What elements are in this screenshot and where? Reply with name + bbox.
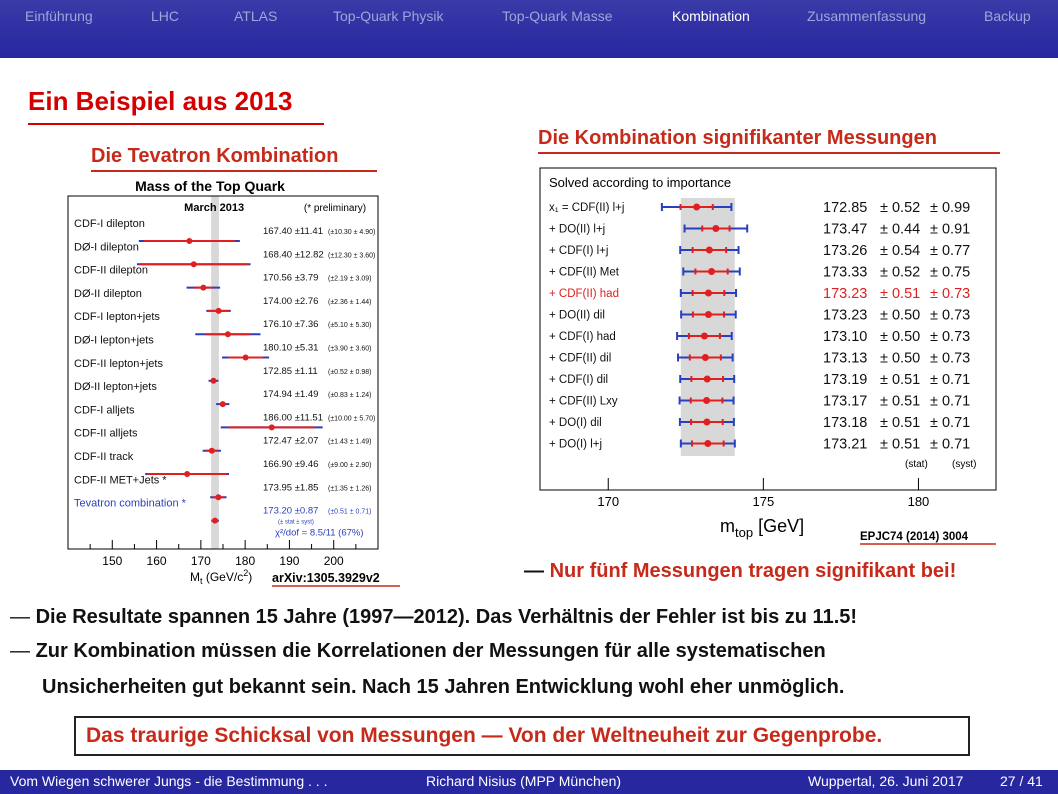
plot-frame: [540, 168, 996, 490]
x-axis-label: $M_t$ $(GeV/c^2)$: [190, 568, 253, 586]
data-point: [220, 401, 226, 407]
data-point: [243, 355, 249, 361]
measurement-detail: (±0.83 ± 1.24): [328, 392, 372, 400]
nav-item-top-quark-masse[interactable]: Top-Quark Masse: [502, 8, 613, 24]
syst-value: ± 0.91: [930, 221, 971, 238]
measurement-detail: (±9.00 ± 2.90): [328, 462, 372, 469]
x-tick-label: 180: [907, 494, 930, 509]
nav-item-lhc[interactable]: LHC: [151, 8, 180, 24]
right-reference: EPJC74 (2014) 3004: [860, 531, 969, 543]
data-point: [702, 354, 709, 361]
data-point: [703, 397, 710, 404]
data-point: [705, 311, 712, 318]
x-tick-label: 175: [752, 494, 775, 509]
data-point: [704, 440, 711, 447]
measurement-label: DØ-I dilepton: [74, 241, 139, 254]
measurement-value: 173.18: [823, 415, 868, 431]
measurement-value: 174.00 ±2.76: [263, 295, 319, 307]
data-point: [184, 471, 190, 477]
data-point: [212, 518, 218, 524]
footer-page-number: 27 / 41: [1000, 773, 1043, 789]
right-heading: Die Kombination signifikanter Messungen: [538, 127, 937, 149]
syst-value: ± 0.73: [930, 307, 971, 324]
measurement-value: 168.40 ±12.82: [263, 249, 324, 261]
stat-value: ± 0.51: [880, 415, 921, 431]
data-point: [703, 419, 710, 426]
chart-subtitle: March 2013: [184, 202, 245, 214]
chart-title: Solved according to importance: [549, 175, 732, 190]
left-heading: Die Tevatron Kombination: [91, 145, 339, 167]
measurement-detail: (±12.30 ± 3.60): [328, 252, 376, 260]
combination-detail: (± stat ± syst): [278, 519, 314, 526]
syst-column-header: (syst): [952, 459, 977, 470]
data-point: [706, 247, 713, 254]
left-reference: arXiv:1305.3929v2: [272, 571, 380, 585]
data-point: [701, 333, 708, 340]
measurement-value: 173.21: [823, 436, 868, 453]
measurement-value: 173.17: [823, 393, 868, 410]
stat-value: ± 0.50: [880, 307, 921, 324]
bullet-2-dash: —: [10, 640, 30, 662]
right-heading-underline: [538, 152, 1000, 154]
nav-item-einfuehrung[interactable]: Einführung: [25, 8, 93, 24]
measurement-label: CDF-II dilepton: [74, 264, 148, 277]
measurement-detail: (±0.52 ± 0.98): [328, 368, 372, 376]
data-point: [704, 376, 711, 383]
measurement-label: CDF-II lepton+jets: [74, 357, 163, 370]
data-point: [215, 494, 221, 500]
slide-title: Ein Beispiel aus 2013: [28, 86, 293, 116]
measurement-value: 173.13: [823, 350, 868, 367]
data-point: [693, 204, 700, 211]
measurement-label: + DO(I) dil: [549, 417, 602, 429]
measurement-value: 173.33: [823, 264, 868, 281]
stat-value: ± 0.51: [880, 436, 921, 453]
combination-chart: [530, 162, 1008, 557]
stat-value: ± 0.52: [880, 200, 921, 216]
measurement-value: 172.85 ±1.11: [263, 365, 318, 377]
measurement-value: 170.56 ±3.79: [263, 272, 319, 284]
measurement-value: 172.47 ±2.07: [263, 435, 319, 447]
measurement-value: 186.00 ±11.51: [263, 412, 323, 424]
measurement-detail: (±10.30 ± 4.90): [328, 229, 376, 236]
stat-column-header: (stat): [905, 459, 928, 470]
measurement-label: DØ-I lepton+jets: [74, 334, 154, 347]
measurement-detail: (±1.43 ± 1.49): [328, 438, 372, 446]
chi2-label: χ²/dof = 8.5/11 (67%): [275, 527, 364, 539]
measurement-label: DØ-II lepton+jets: [74, 381, 157, 394]
syst-value: ± 0.71: [930, 436, 971, 453]
measurement-label: Tevatron combination *: [74, 497, 186, 510]
measurement-value: 172.85: [823, 200, 868, 216]
x-tick-label: 170: [597, 494, 620, 509]
measurement-label: CDF-II alljets: [74, 427, 138, 440]
measurement-value: 180.10 ±5.31: [263, 342, 319, 354]
footer-talk-title: Vom Wiegen schwerer Jungs - die Bestimmung . . .: [10, 773, 328, 789]
left-heading-underline: [91, 170, 377, 172]
data-point: [191, 261, 197, 267]
syst-value: ± 0.73: [930, 286, 971, 302]
measurement-value: 173.23: [823, 286, 868, 302]
data-point: [186, 238, 192, 244]
measurement-label: + CDF(II) had: [549, 288, 619, 300]
measurement-label: + DO(II) dil: [549, 309, 605, 322]
nav-item-kombination[interactable]: Kombination: [672, 8, 750, 24]
syst-value: ± 0.73: [930, 329, 971, 345]
conclusion-box: [74, 716, 970, 756]
right-note-text: Nur fünf Messungen tragen signifikant bei!: [549, 560, 957, 582]
syst-value: ± 0.77: [930, 243, 971, 259]
x-tick-label: 150: [102, 554, 123, 568]
x-tick-label: 180: [235, 554, 256, 568]
combination-band: [681, 198, 735, 456]
top-navigation-bar: [0, 0, 1058, 58]
data-point: [209, 448, 215, 454]
measurement-value: 176.10 ±7.36: [263, 319, 319, 331]
measurement-label: + DO(I) l+j: [549, 438, 603, 451]
nav-item-backup[interactable]: Backup: [984, 8, 1031, 24]
stat-value: ± 0.51: [880, 393, 921, 410]
bullet-1-dash: —: [10, 606, 30, 628]
syst-value: ± 0.99: [930, 200, 971, 216]
syst-value: ± 0.73: [930, 350, 971, 367]
syst-value: ± 0.71: [930, 393, 971, 410]
right-note: [524, 560, 956, 583]
chart-note: (* preliminary): [303, 203, 367, 214]
measurement-label: + CDF(I) dil: [549, 374, 609, 386]
data-point: [225, 331, 231, 337]
x-axis-label: $m_{top}$ [GeV]: [720, 516, 805, 540]
stat-value: ± 0.44: [880, 221, 921, 238]
bullet-1: [10, 606, 857, 629]
measurement-label: CDF-I dilepton: [74, 218, 145, 230]
tevatron-chart: [60, 174, 405, 594]
data-point: [269, 424, 275, 430]
footer-author: Richard Nisius (MPP München): [426, 773, 622, 789]
measurement-value: 173.19: [823, 372, 868, 388]
measurement-value: 173.23: [823, 307, 868, 324]
measurement-detail: (±10.00 ± 5.70): [328, 415, 376, 423]
measurement-label: x₁ = CDF(II) l+j: [549, 202, 625, 214]
measurement-detail: (±2.19 ± 3.09): [328, 275, 372, 283]
measurement-detail: (±2.36 ± 1.44): [328, 298, 372, 306]
measurement-label: + CDF(II) Met: [549, 266, 619, 279]
nav-item-zusammenfassung[interactable]: Zusammenfassung: [807, 8, 927, 24]
measurement-value: 167.40 ±11.41: [263, 226, 323, 237]
bullet-2-line-1: Zur Kombination müssen die Korrelationen der Messungen für alle systematischen: [35, 640, 826, 662]
measurement-label: + CDF(I) l+j: [549, 245, 609, 257]
data-point: [200, 285, 206, 291]
nav-item-atlas[interactable]: ATLAS: [234, 8, 278, 24]
nav-item-top-quark-physik[interactable]: Top-Quark Physik: [333, 8, 444, 24]
data-point: [216, 308, 222, 314]
measurement-detail: (±0.51 ± 0.71): [328, 508, 372, 516]
measurement-detail: (±1.35 ± 1.26): [328, 485, 372, 493]
right-note-dash: —: [524, 560, 544, 582]
bullet-1-text: Die Resultate spannen 15 Jahre (1997—2012). Das Verhältnis der Fehler ist bis zu 11.5!: [35, 606, 858, 628]
measurement-detail: (±3.90 ± 3.60): [328, 345, 372, 353]
stat-value: ± 0.51: [880, 372, 921, 388]
measurement-value: 166.90 ±9.46: [263, 459, 319, 470]
x-tick-label: 160: [146, 554, 167, 568]
measurement-label: + DO(II) l+j: [549, 223, 606, 236]
stat-value: ± 0.54: [880, 243, 921, 259]
measurement-label: DØ-II dilepton: [74, 287, 142, 300]
measurement-label: CDF-II MET+Jets *: [74, 474, 167, 487]
stat-value: ± 0.51: [880, 286, 921, 302]
measurement-detail: (±5.10 ± 5.30): [328, 322, 372, 330]
title-underline: [28, 123, 324, 125]
data-point: [708, 268, 715, 275]
bullet-2: [10, 640, 826, 663]
measurement-label: + CDF(II) Lxy: [549, 395, 618, 408]
bullet-2-line-2: Unsicherheiten gut bekannt sein. Nach 15 Jahren Entwicklung wohl eher unmöglich.: [42, 676, 845, 698]
stat-value: ± 0.50: [880, 350, 921, 367]
chart-title: Mass of the Top Quark: [135, 178, 285, 194]
data-point: [705, 290, 712, 297]
measurement-value: 174.94 ±1.49: [263, 389, 319, 401]
x-tick-label: 200: [323, 554, 344, 568]
measurement-value: 173.20 ±0.87: [263, 505, 319, 517]
data-point: [210, 378, 216, 384]
measurement-label: + CDF(I) had: [549, 331, 616, 343]
measurement-label: CDF-I alljets: [74, 404, 135, 417]
stat-value: ± 0.52: [880, 264, 921, 281]
measurement-value: 173.10: [823, 329, 868, 345]
measurement-value: 173.47: [823, 221, 868, 238]
x-tick-label: 170: [190, 554, 211, 568]
syst-value: ± 0.71: [930, 415, 971, 431]
data-point: [712, 225, 719, 232]
measurement-label: CDF-I lepton+jets: [74, 311, 160, 324]
measurement-value: 173.26: [823, 243, 868, 259]
conclusion-text: Das traurige Schicksal von Messungen — Von der Weltneuheit zur Gegenprobe.: [86, 724, 883, 747]
measurement-label: + CDF(II) dil: [549, 352, 612, 365]
footer-bar: [0, 770, 1058, 794]
x-tick-label: 190: [279, 554, 300, 568]
syst-value: ± 0.75: [930, 264, 971, 281]
measurement-value: 173.95 ±1.85: [263, 482, 319, 494]
footer-date: Wuppertal, 26. Juni 2017: [808, 773, 964, 789]
measurement-label: CDF-II track: [74, 451, 134, 463]
syst-value: ± 0.71: [930, 372, 971, 388]
stat-value: ± 0.50: [880, 329, 921, 345]
